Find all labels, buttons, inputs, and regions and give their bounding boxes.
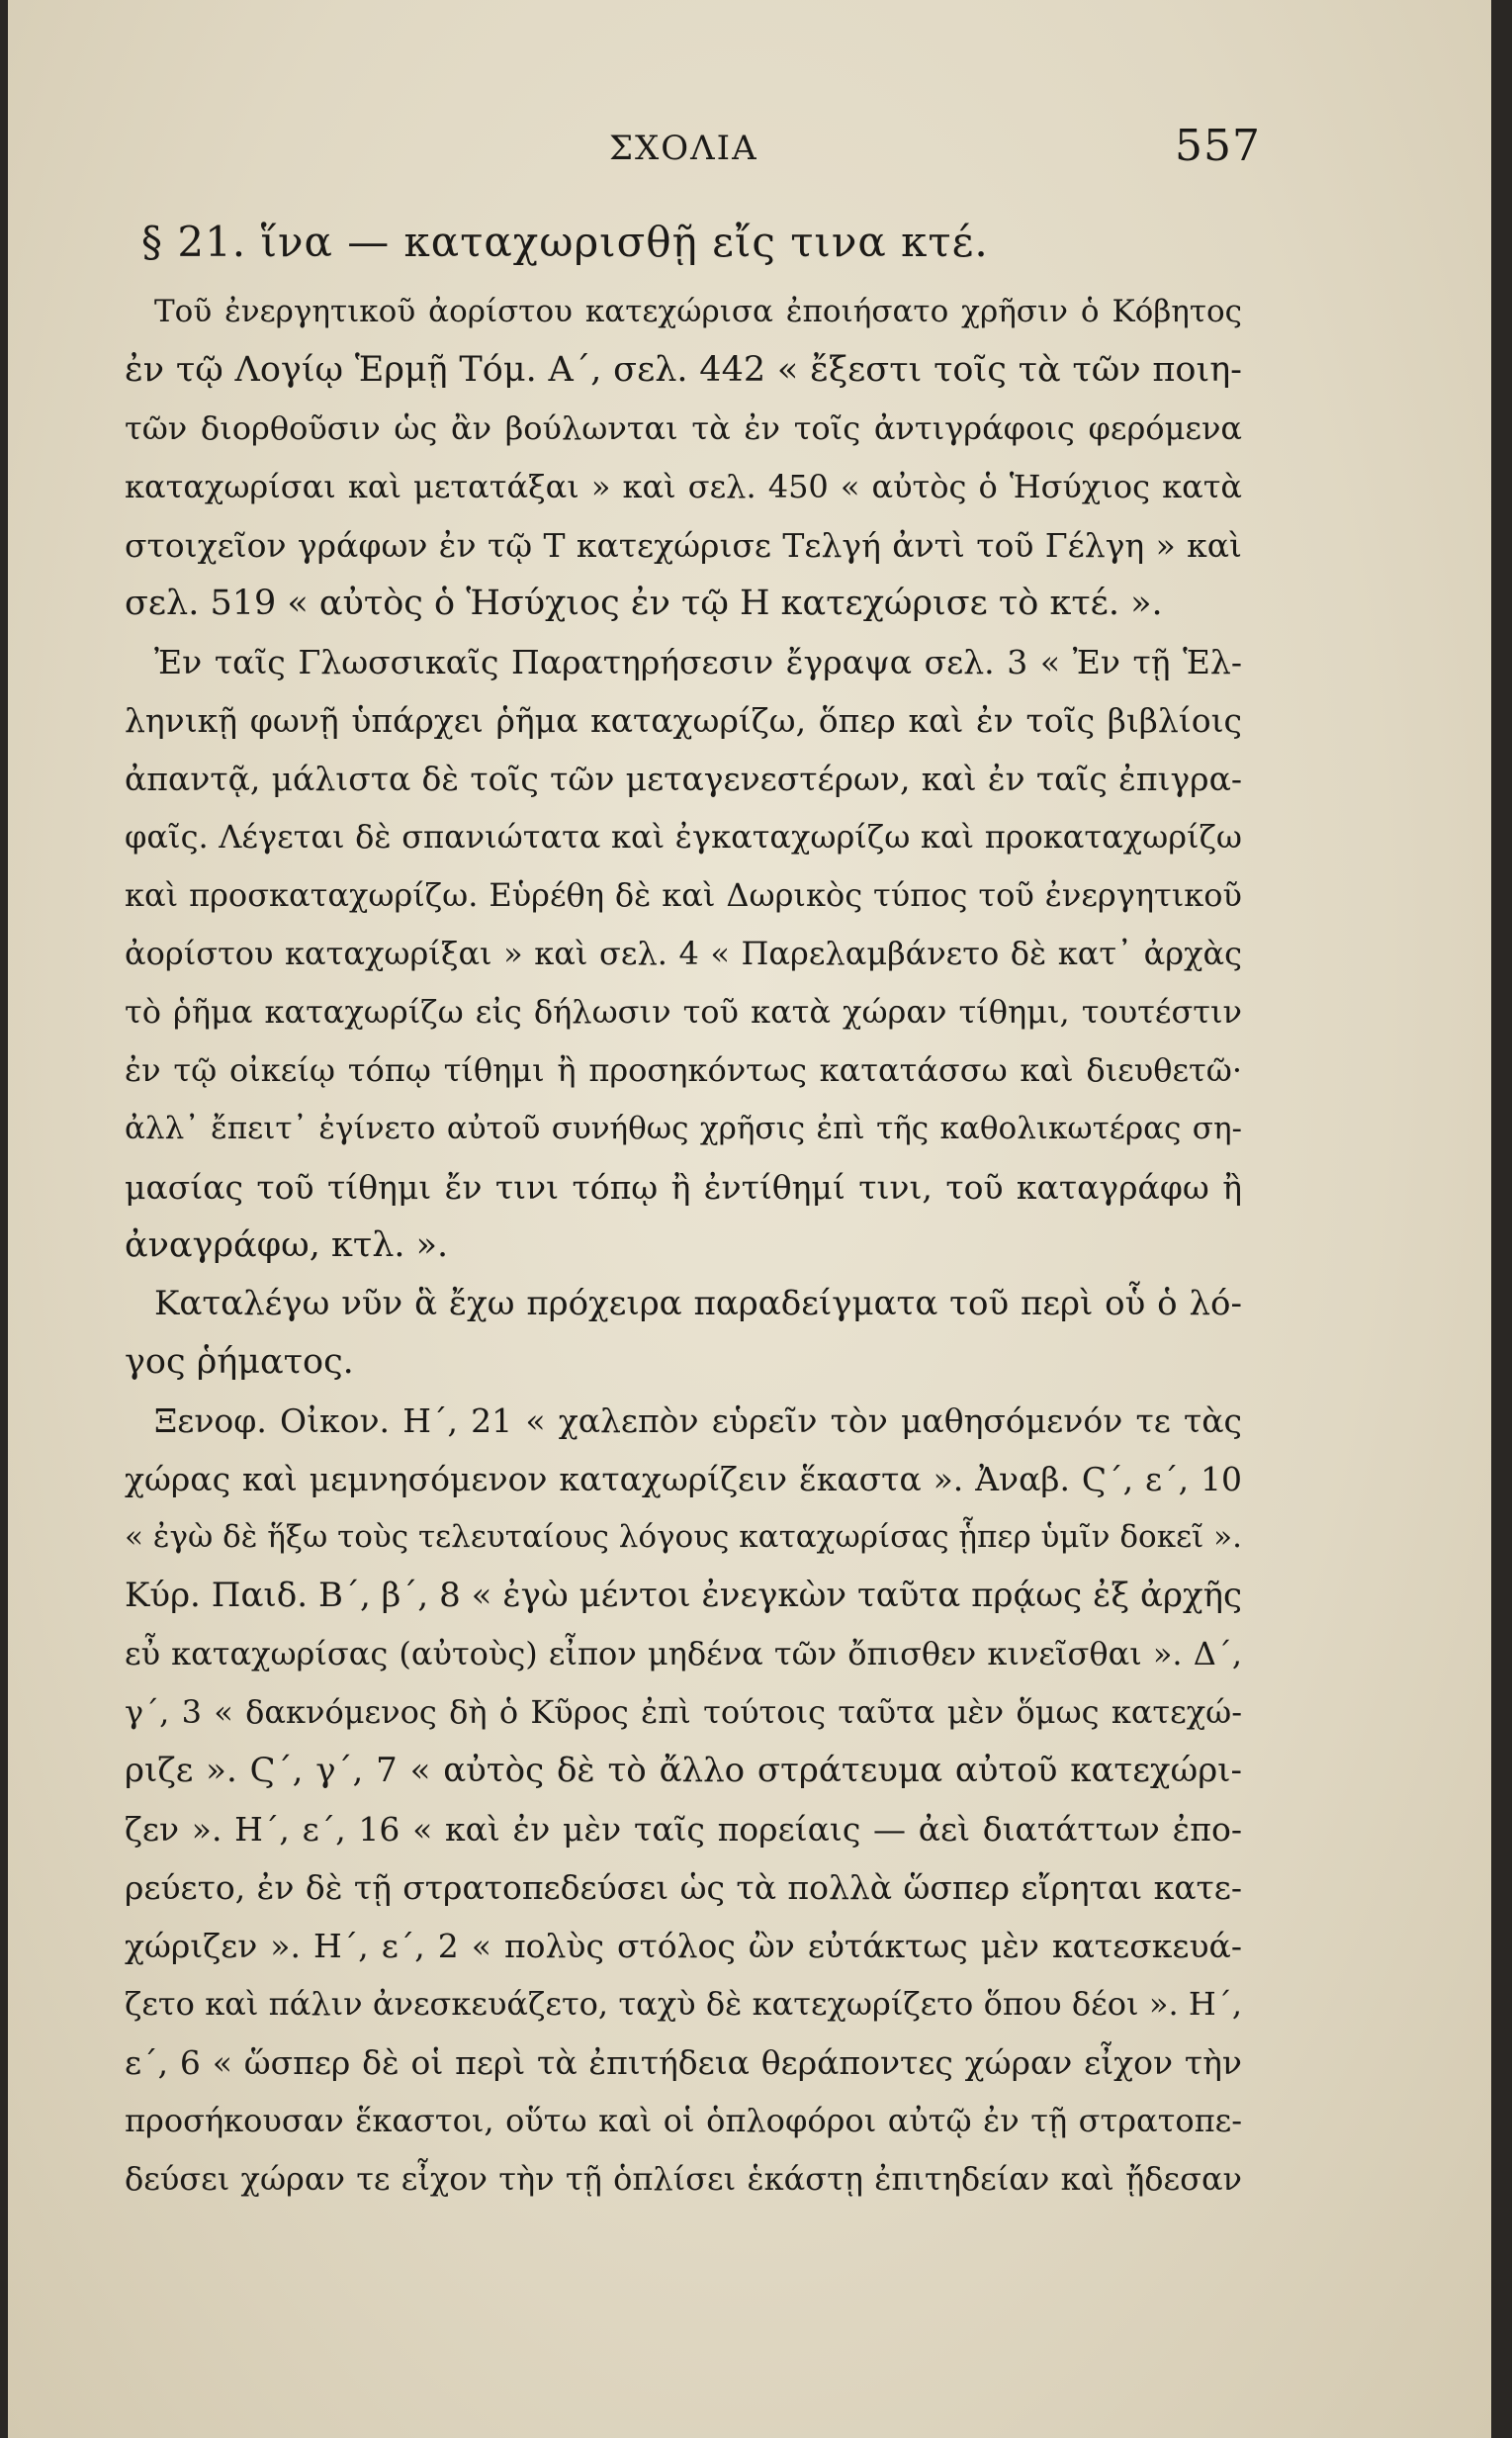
text-line: Ξενοφ. Οἰκον. Η΄, 21 « χαλεπὸν εὑρεῖν τὸν μαθησόμενόν τε τὰς xyxy=(154,1401,1242,1440)
page-header xyxy=(8,121,1491,180)
text-line: προσήκουσαν ἕκαστοι, οὕτω καὶ οἱ ὁπλοφόροι αὐτῷ ἐν τῇ στρατοπε- xyxy=(125,2102,1242,2139)
text-line: δεύσει χώραν τε εἶχον τὴν τῇ ὁπλίσει ἑκάστῃ ἐπιτηδείαν καὶ ᾔδεσαν xyxy=(125,2160,1242,2198)
text-line: Καταλέγω νῦν ἃ ἔχω πρόχειρα παραδείγματα τοῦ περὶ οὗ ὁ λό- xyxy=(154,1284,1242,1323)
text-line: ζεν ». Η΄, ε΄, 16 « καὶ ἐν μὲν ταῖς πορείαις — ἀεὶ διατάττων ἐπο- xyxy=(125,1810,1242,1849)
text-line: χώριζεν ». Η΄, ε΄, 2 « πολὺς στόλος ὢν εὐτάκτως μὲν κατεσκευά- xyxy=(125,1927,1242,1965)
text-line: καὶ προσκαταχωρίζω. Εὑρέθη δὲ καὶ Δωρικὸς τύπος τοῦ ἐνεργητικοῦ xyxy=(125,876,1242,914)
text-line: ἐν τῷ οἰκείῳ τόπῳ τίθημι ἢ προσηκόντως κατατάσσω καὶ διευθετῶ· xyxy=(125,1051,1242,1089)
text-line: γ΄, 3 « δακνόμενος δὴ ὁ Κῦρος ἐπὶ τούτοις ταῦτα μὲν ὅμως κατεχώ- xyxy=(125,1693,1242,1731)
section-heading: § 21. ἵνα — καταχωρισθῇ εἴς τινα κτέ. xyxy=(141,218,989,266)
text-line: ἀλλ᾽ ἔπειτ᾽ ἐγίνετο αὐτοῦ συνήθως χρῆσις ἐπὶ τῆς καθολικωτέρας ση- xyxy=(125,1111,1242,1146)
text-line: ρεύετο, ἐν δὲ τῇ στρατοπεδεύσει ὡς τὰ πολλὰ ὥσπερ εἴρηται κατε- xyxy=(125,1868,1242,1907)
text-line: χώρας καὶ μεμνησόμενον καταχωρίζειν ἕκαστα ». Ἀναβ. Ϛ΄, ε΄, 10 xyxy=(125,1460,1242,1498)
book-page xyxy=(8,0,1491,2438)
text-line: ληνικῇ φωνῇ ὑπάρχει ῥῆμα καταχωρίζω, ὅπερ καὶ ἐν τοῖς βιβλίοις xyxy=(125,701,1242,740)
text-line: Τοῦ ἐνεργητικοῦ ἀορίστου κατεχώρισα ἐποιήσατο χρῆσιν ὁ Κόβητος xyxy=(154,294,1242,329)
running-title: ΣΧΟΛΙΑ xyxy=(609,129,758,168)
text-line: γος ῥήματος. xyxy=(125,1342,354,1382)
text-line: φαῖς. Λέγεται δὲ σπανιώτατα καὶ ἐγκαταχωρίζω καὶ προκαταχωρίζω xyxy=(125,818,1242,856)
body-text xyxy=(125,283,1242,2209)
page-number: 557 xyxy=(1175,121,1261,171)
text-line: Ἐν ταῖς Γλωσσικαῖς Παρατηρήσεσιν ἔγραψα σελ. 3 « Ἐν τῇ Ἑλ- xyxy=(154,643,1242,681)
text-line: τῶν διορθοῦσιν ὡς ἂν βούλωνται τὰ ἐν τοῖς ἀντιγράφοις φερόμενα xyxy=(125,409,1242,447)
text-line: ριζε ». Ϛ΄, γ΄, 7 « αὐτὸς δὲ τὸ ἄλλο στράτευμα αὐτοῦ κατεχώρι- xyxy=(125,1751,1242,1790)
text-line: ἀπαντᾷ, μάλιστα δὲ τοῖς τῶν μεταγενεστέρων, καὶ ἐν ταῖς ἐπιγρα- xyxy=(125,760,1242,798)
text-line: ἐν τῷ Λογίῳ Ἑρμῇ Τόμ. Α΄, σελ. 442 « ἔξεστι τοῖς τὰ τῶν ποιη- xyxy=(125,350,1242,390)
text-line: στοιχεῖον γράφων ἐν τῷ Τ κατεχώρισε Τελγή ἀντὶ τοῦ Γέλγη » καὶ xyxy=(125,526,1242,565)
text-line: καταχωρίσαι καὶ μετατάξαι » καὶ σελ. 450 « αὐτὸς ὁ Ἡσύχιος κατὰ xyxy=(125,468,1242,505)
text-line: ζετο καὶ πάλιν ἀνεσκευάζετο, ταχὺ δὲ κατεχωρίζετο ὅπου δέοι ». Η΄, xyxy=(125,1985,1242,2023)
text-line: Κύρ. Παιδ. Β΄, β΄, 8 « ἐγὼ μέντοι ἐνεγκὼν ταῦτα πρᾴως ἐξ ἀρχῆς xyxy=(125,1576,1242,1615)
text-line: εὖ καταχωρίσας (αὐτοὺς) εἶπον μηδένα τῶν ὄπισθεν κινεῖσθαι ». Δ΄, xyxy=(125,1635,1242,1672)
text-line: ἀορίστου καταχωρίξαι » καὶ σελ. 4 « Παρελαμβάνετο δὲ κατ᾽ ἀρχὰς xyxy=(125,935,1242,972)
text-line: « ἐγὼ δὲ ἥξω τοὺς τελευταίους λόγους καταχωρίσας ᾗπερ ὑμῖν δοκεῖ ». xyxy=(125,1519,1242,1555)
text-line: τὸ ῥῆμα καταχωρίζω εἰς δήλωσιν τοῦ κατὰ χώραν τίθημι, τουτέστιν xyxy=(125,993,1242,1031)
text-line: σελ. 519 « αὐτὸς ὁ Ἡσύχιος ἐν τῷ Η κατεχώρισε τὸ κτέ. ». xyxy=(125,584,1163,623)
text-line: μασίας τοῦ τίθημι ἔν τινι τόπῳ ἢ ἐντίθημί τινι, τοῦ καταγράφω ἢ xyxy=(125,1168,1242,1207)
text-line: ε΄, 6 « ὥσπερ δὲ οἱ περὶ τὰ ἐπιτήδεια θεράποντες χώραν εἶχον τὴν xyxy=(125,2043,1242,2082)
text-line: ἀναγράφω, κτλ. ». xyxy=(125,1225,449,1265)
